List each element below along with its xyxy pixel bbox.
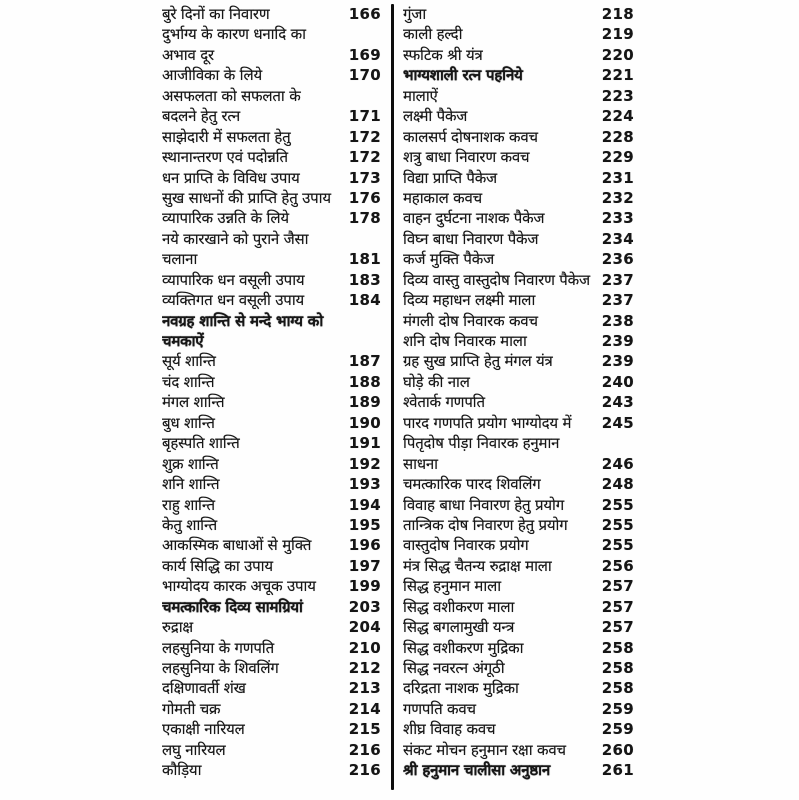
toc-entry	[403, 495, 634, 515]
toc-entry-page: 172	[348, 148, 381, 167]
toc-entry-page: 187	[348, 352, 381, 371]
toc-entry	[403, 760, 634, 780]
toc-entry-title: वास्तुदोष निवारक प्रयोग	[403, 536, 529, 555]
toc-entry	[403, 719, 634, 739]
toc-entry-page: 258	[601, 659, 634, 677]
toc-entry	[403, 556, 634, 576]
toc-entry	[403, 658, 634, 678]
toc-entry	[403, 535, 634, 555]
toc-entry-page: 197	[348, 556, 381, 575]
toc-entry-page: 216	[348, 740, 381, 759]
toc-entry-title: नये कारखाने को पुराने जैसा	[162, 229, 309, 248]
toc-entry-title: केतु शान्ति	[162, 515, 217, 534]
toc-entry	[403, 188, 634, 208]
toc-entry-title: कौड़िया	[162, 761, 202, 780]
toc-entry	[403, 515, 634, 535]
toc-entry	[403, 617, 634, 637]
toc-entry-page: 176	[348, 188, 381, 207]
toc-entry-page: 246	[601, 454, 634, 473]
toc-entry	[403, 597, 634, 617]
toc-entry	[162, 433, 381, 453]
toc-entry-title: धन प्राप्ति के विविध उपाय	[162, 168, 300, 187]
toc-entry	[162, 372, 381, 392]
toc-entry-page: 188	[348, 372, 381, 391]
toc-entry-title: चलाना	[162, 250, 198, 269]
toc-entry-title: दरिद्रता नाशक मुद्रिका	[403, 679, 519, 698]
toc-entry	[162, 4, 381, 24]
toc-entry-page: 219	[601, 25, 634, 44]
toc-entry-title: सिद्ध नवरत्न अंगूठी	[403, 659, 505, 677]
toc-entry-page: 218	[601, 5, 634, 23]
toc-entry-title: सुख साधनों की प्राप्ति हेतु उपाय	[162, 188, 331, 207]
toc-entry-page: 184	[348, 291, 381, 310]
toc-entry-page: 255	[601, 495, 634, 514]
toc-entry-page: 194	[348, 495, 381, 514]
toc-entry-page: 178	[348, 209, 381, 228]
toc-entry-title: सिद्ध बगलामुखी यन्त्र	[403, 618, 515, 637]
toc-entry	[403, 229, 634, 249]
toc-entry-page: 229	[601, 148, 634, 167]
toc-entry-page: 237	[601, 291, 634, 310]
toc-entry-page: 257	[601, 597, 634, 616]
toc-entry	[403, 699, 634, 719]
toc-entry	[403, 413, 634, 433]
toc-entry-page: 169	[348, 45, 381, 64]
toc-entry-page: 193	[348, 475, 381, 494]
toc-entry-page: 192	[348, 454, 381, 473]
toc-entry-title: दिव्य महाधन लक्ष्मी माला	[403, 291, 536, 310]
toc-entry-page: 204	[348, 618, 381, 637]
toc-entry	[403, 372, 634, 392]
toc-entry	[162, 556, 381, 576]
toc-entry-title: स्फटिक श्री यंत्र	[403, 45, 483, 64]
toc-entry-page: 216	[348, 761, 381, 780]
toc-entry-title: कालसर्प दोषनाशक कवच	[403, 127, 538, 146]
toc-entry	[403, 678, 634, 698]
toc-entry	[403, 433, 634, 453]
toc-entry-title: काली हल्दी	[403, 25, 463, 44]
toc-entry-page: 221	[601, 66, 634, 85]
toc-entry-page: 213	[348, 679, 381, 698]
toc-entry-title: चमत्कारिक पारद शिवलिंग	[403, 475, 541, 494]
toc-entry-page: 238	[601, 311, 634, 330]
toc-entry-title: श्री हनुमान चालीसा अनुष्ठान	[403, 761, 550, 780]
toc-entry	[162, 270, 381, 290]
toc-entry	[162, 249, 381, 269]
toc-entry-page: 255	[601, 515, 634, 534]
toc-entry-page: 256	[601, 556, 634, 575]
toc-entry-page: 255	[601, 536, 634, 555]
toc-entry-title: चमत्कारिक दिव्य सामग्रियां	[162, 597, 303, 616]
toc-entry-title: शनि दोष निवारक माला	[403, 332, 527, 350]
toc-entry-title: ग्रह सुख प्राप्ति हेतु मंगल यंत्र	[403, 352, 553, 371]
toc-entry	[162, 495, 381, 515]
toc-entry-page: 210	[348, 638, 381, 657]
column-divider-rule	[391, 4, 394, 790]
toc-entry	[162, 392, 381, 412]
toc-entry-page: 259	[601, 699, 634, 718]
toc-entry	[162, 311, 381, 331]
toc-entry	[162, 188, 381, 208]
toc-entry-title: महाकाल कवच	[403, 188, 482, 207]
toc-entry	[403, 249, 634, 269]
toc-entry-title: लघु नारियल	[162, 740, 226, 759]
toc-entry-title: व्यक्तिगत धन वसूली उपाय	[162, 291, 305, 310]
toc-entry-page: 259	[601, 720, 634, 739]
toc-entry	[162, 86, 381, 106]
toc-entry-title: घोड़े की नाल	[403, 372, 470, 391]
toc-entry-page: 243	[601, 393, 634, 412]
toc-entry-title: पारद गणपति प्रयोग भाग्योदय में	[403, 413, 572, 432]
toc-entry-page: 172	[348, 127, 381, 146]
toc-entry	[403, 45, 634, 65]
toc-entry	[403, 208, 634, 228]
toc-entry-title: विघ्न बाधा निवारण पैकेज	[403, 229, 539, 248]
toc-entry-title: लक्ष्मी पैकेज	[403, 107, 468, 126]
toc-entry-title: साझेदारी में सफलता हेतु	[162, 127, 291, 146]
toc-entry-title: शुक्र शान्ति	[162, 454, 219, 473]
toc-entry	[403, 740, 634, 760]
toc-entry	[403, 24, 634, 44]
toc-entry-title: श्वेतार्क गणपति	[403, 393, 485, 412]
toc-entry-page: 173	[348, 168, 381, 187]
toc-entry-title: बदलने हेतु रत्न	[162, 107, 240, 126]
toc-entry-title: व्यापारिक धन वसूली उपाय	[162, 270, 305, 289]
toc-entry	[403, 392, 634, 412]
toc-entry	[162, 719, 381, 739]
toc-entry-title: दुर्भाग्य के कारण धनादि का	[162, 25, 306, 44]
toc-entry	[162, 597, 381, 617]
toc-entry-page: 239	[601, 332, 634, 350]
toc-entry-title: अभाव दूर	[162, 45, 214, 64]
toc-entry	[162, 127, 381, 147]
toc-entry-title: चमकाऐं	[162, 332, 204, 350]
toc-entry-title: बुरे दिनों का निवारण	[162, 5, 270, 23]
toc-entry	[162, 699, 381, 719]
toc-entry	[403, 147, 634, 167]
toc-entry	[403, 351, 634, 371]
toc-entry	[403, 86, 634, 106]
toc-entry	[162, 45, 381, 65]
toc-entry-page: 196	[348, 536, 381, 555]
toc-entry-page: 228	[601, 127, 634, 146]
toc-entry-page: 261	[601, 761, 634, 780]
toc-entry-page: 239	[601, 352, 634, 371]
toc-entry-title: शीघ्र विवाह कवच	[403, 720, 496, 739]
toc-entry	[403, 474, 634, 494]
toc-entry	[162, 474, 381, 494]
toc-entry-page: 240	[601, 372, 634, 391]
toc-entry-page: 237	[601, 270, 634, 289]
toc-entry-page: 248	[601, 475, 634, 494]
toc-entry	[162, 617, 381, 637]
toc-entry	[162, 290, 381, 310]
toc-entry-page: 190	[348, 413, 381, 432]
toc-entry-title: लहसुनिया के शिवलिंग	[162, 659, 279, 677]
toc-entry-title: भाग्यशाली रत्न पहनिये	[403, 66, 523, 85]
toc-entry-title: शत्रु बाधा निवारण कवच	[403, 148, 530, 167]
toc-entry-title: बुध शान्ति	[162, 413, 215, 432]
toc-entry-title: वाहन दुर्घटना नाशक पैकेज	[403, 209, 545, 228]
toc-entry-title: सिद्ध वशीकरण माला	[403, 597, 515, 616]
toc-entry-page: 233	[601, 209, 634, 228]
toc-entry-title: राहु शान्ति	[162, 495, 215, 514]
toc-entry	[403, 638, 634, 658]
toc-entry	[162, 331, 381, 351]
toc-entry	[403, 127, 634, 147]
toc-entry-page: 258	[601, 679, 634, 698]
toc-entry-title: चंद शान्ति	[162, 372, 215, 391]
toc-entry-page: 195	[348, 515, 381, 534]
toc-entry-title: कर्ज मुक्ति पैकेज	[403, 250, 495, 269]
toc-column-left	[162, 4, 381, 781]
toc-entry	[162, 65, 381, 85]
toc-entry	[403, 311, 634, 331]
toc-entry-page: 199	[348, 577, 381, 596]
toc-entry	[162, 147, 381, 167]
toc-column-right	[403, 4, 634, 781]
toc-entry	[403, 576, 634, 596]
toc-entry	[403, 290, 634, 310]
toc-entry-title: गुंजा	[403, 5, 427, 23]
toc-entry-title: शनि शान्ति	[162, 475, 220, 494]
toc-entry-title: मंगल शान्ति	[162, 393, 225, 412]
toc-entry	[162, 515, 381, 535]
toc-entry-page: 203	[348, 597, 381, 616]
toc-entry-page: 236	[601, 250, 634, 269]
toc-entry-title: दक्षिणावर्ती शंख	[162, 679, 246, 698]
toc-entry-page: 232	[601, 188, 634, 207]
toc-entry-title: सूर्य शान्ति	[162, 352, 216, 371]
toc-entry-title: साधना	[403, 454, 438, 473]
toc-entry	[162, 208, 381, 228]
toc-entry-title: असफलता को सफलता के	[162, 86, 301, 105]
toc-entry-title: संकट मोचन हनुमान रक्षा कवच	[403, 740, 566, 759]
toc-entry	[162, 760, 381, 780]
toc-entry	[162, 638, 381, 658]
toc-entry-title: मंत्र सिद्ध चैतन्य रुद्राक्ष माला	[403, 556, 552, 575]
toc-entry-page: 189	[348, 393, 381, 412]
toc-entry-page: 183	[348, 270, 381, 289]
toc-entry-page: 166	[348, 5, 381, 23]
toc-entry	[403, 168, 634, 188]
toc-entry	[162, 454, 381, 474]
toc-entry	[162, 229, 381, 249]
toc-entry	[403, 106, 634, 126]
toc-entry-title: विद्या प्राप्ति पैकेज	[403, 168, 497, 187]
toc-entry-page: 215	[348, 720, 381, 739]
toc-entry	[162, 576, 381, 596]
toc-entry-title: नवग्रह शान्ति से मन्दे भाग्य को	[162, 311, 324, 330]
toc-entry	[162, 413, 381, 433]
toc-entry-page: 181	[348, 250, 381, 269]
toc-entry-title: एकाक्षी नारियल	[162, 720, 245, 739]
toc-entry-title: गणपति कवच	[403, 699, 476, 718]
toc-entry-title: तान्त्रिक दोष निवारण हेतु प्रयोग	[403, 515, 568, 534]
toc-entry	[403, 4, 634, 24]
toc-entry-page: 257	[601, 618, 634, 637]
toc-entry-title: मंगली दोष निवारक कवच	[403, 311, 538, 330]
toc-entry-title: सिद्ध हनुमान माला	[403, 577, 501, 596]
toc-entry	[162, 678, 381, 698]
toc-entry-page: 170	[348, 66, 381, 85]
toc-entry-page: 171	[348, 107, 381, 126]
toc-entry-title: विवाह बाधा निवारण हेतु प्रयोग	[403, 495, 564, 514]
toc-entry-title: आकस्मिक बाधाओं से मुक्ति	[162, 536, 312, 555]
toc-entry-page: 223	[601, 86, 634, 105]
toc-entry-title: गोमती चक्र	[162, 699, 221, 718]
toc-entry-title: दिव्य वास्तु वास्तुदोष निवारण पैकेज	[403, 270, 590, 289]
toc-entry-page: 234	[601, 229, 634, 248]
toc-entry-page: 212	[348, 659, 381, 677]
toc-entry-page: 257	[601, 577, 634, 596]
toc-entry-title: भाग्योदय कारक अचूक उपाय	[162, 577, 316, 596]
toc-entry-title: सिद्ध वशीकरण मुद्रिका	[403, 638, 524, 657]
toc-entry-title: रुद्राक्ष	[162, 618, 193, 637]
toc-entry	[162, 106, 381, 126]
toc-entry-title: स्थानान्तरण एवं पदोन्नति	[162, 148, 288, 167]
toc-entry-title: मालाऐं	[403, 86, 438, 105]
toc-entry	[162, 658, 381, 678]
toc-entry	[403, 270, 634, 290]
toc-entry	[162, 24, 381, 44]
toc-entry-page: 245	[601, 413, 634, 432]
toc-entry-title: कार्य सिद्धि का उपाय	[162, 556, 273, 575]
toc-entry-page: 191	[348, 434, 381, 453]
toc-entry-page: 258	[601, 638, 634, 657]
toc-entry	[403, 65, 634, 85]
toc-entry-page: 224	[601, 107, 634, 126]
toc-entry-page: 260	[601, 740, 634, 759]
toc-entry-title: व्यापारिक उन्नति के लिये	[162, 209, 289, 228]
toc-entry	[403, 454, 634, 474]
toc-entry-title: पितृदोष पीड़ा निवारक हनुमान	[403, 434, 560, 453]
toc-entry-page: 231	[601, 168, 634, 187]
toc-entry-title: आजीविका के लिये	[162, 66, 262, 85]
toc-entry	[162, 740, 381, 760]
toc-entry	[403, 331, 634, 351]
toc-entry-page: 220	[601, 45, 634, 64]
toc-entry	[162, 535, 381, 555]
toc-entry-page: 214	[348, 699, 381, 718]
toc-entry	[162, 168, 381, 188]
toc-entry-title: लहसुनिया के गणपति	[162, 638, 274, 657]
toc-entry	[162, 351, 381, 371]
toc-entry-title: बृहस्पति शान्ति	[162, 434, 240, 453]
